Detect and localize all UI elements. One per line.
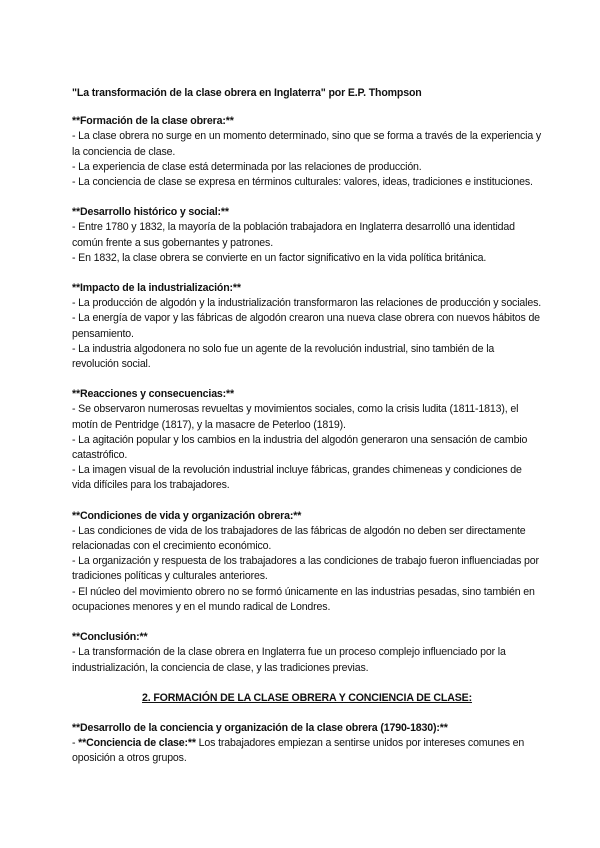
- section-heading: **Conclusión:**: [72, 631, 148, 644]
- section-heading: **Reacciones y consecuencias:**: [72, 388, 234, 401]
- bullet-item: - La organización y respuesta de los trabajadores a las condiciones de trabajo fueron influenciadas por tradiciones políticas y culturales anteriores.: [72, 555, 539, 583]
- bullet-text: Los trabajadores empiezan a sentirse unidos por intereses comunes en oposición a otros grupos.: [72, 737, 525, 765]
- bullet-item: - La agitación popular y los cambios en la industria del algodón generaron una sensación de cambio catastrófico.: [72, 433, 528, 462]
- bullet-item: - Se observaron numerosas revueltas y movimientos sociales, como la crisis ludita (1811-1813), el motín de Pentridge (1817), y la masacre de Peterloo (1819).: [72, 403, 519, 431]
- section-2-title: 2. FORMACIÓN DE LA CLASE OBRERA Y CONCIENCIA DE CLASE:: [142, 691, 472, 704]
- section-conclusion: [72, 630, 542, 676]
- bullet-item: - La clase obrera no surge en un momento determinado, sino que se forma a través de la experiencia y la conciencia de clase.: [72, 130, 542, 158]
- section-impacto: [72, 281, 542, 372]
- bullet-item: - La conciencia de clase se expresa en términos culturales: valores, ideas, tradiciones e instituciones.: [72, 176, 533, 189]
- bullet-item: - La industria algodonera no solo fue un agente de la revolución industrial, sino también de la revolución social.: [72, 342, 495, 371]
- bullet-item: - Las condiciones de vida de los trabajadores de las fábricas de algodón no deben ser directamente relacionadas con el crecimiento económico.: [72, 524, 526, 553]
- section-formacion: [72, 114, 542, 190]
- section-heading: **Condiciones de vida y organización obrera:**: [72, 509, 302, 522]
- section-heading: **Impacto de la industrialización:**: [72, 282, 241, 295]
- section-reacciones: [72, 387, 542, 493]
- bullet-item: - En 1832, la clase obrera se convierte en un factor significativo en la vida política británica.: [72, 251, 487, 264]
- bullet-item: - La energía de vapor y las fábricas de algodón crearon una nueva clase obrera con nuevos hábitos de pensamiento.: [72, 312, 540, 340]
- document-title: "La transformación de la clase obrera en Inglaterra" por E.P. Thompson: [72, 87, 422, 99]
- bullet-item: - La experiencia de clase está determinada por las relaciones de producción.: [72, 160, 422, 173]
- bullet-item: - La transformación de la clase obrera en Inglaterra fue un proceso complejo influenciado por la industrialización, la conciencia de clase, y las tradiciones previas.: [72, 646, 506, 674]
- section-2-body: [72, 721, 542, 767]
- section-heading: **Desarrollo de la conciencia y organización de la clase obrera (1790-1830):**: [72, 721, 448, 734]
- section-heading: **Desarrollo histórico y social:**: [72, 206, 229, 219]
- bullet-item: - Entre 1780 y 1832, la mayoría de la población trabajadora en Inglaterra desarrolló una identidad común frente a sus gobernantes y patrones.: [72, 221, 515, 249]
- document-body: [72, 86, 542, 782]
- bullet-item: - La imagen visual de la revolución industrial incluye fábricas, grandes chimeneas y condiciones de vida difíciles para los trabajadores.: [72, 464, 522, 492]
- bullet-item: [72, 736, 542, 766]
- bullet-item: - La producción de algodón y la industrialización transformaron las relaciones de producción y sociales.: [72, 297, 542, 310]
- bullet-item: - El núcleo del movimiento obrero no se formó únicamente en las industrias pesadas, sino también en ocupaciones menores y en el mundo radical de Londres.: [72, 585, 535, 613]
- section-heading: **Formación de la clase obrera:**: [72, 115, 234, 128]
- section-condiciones: [72, 509, 542, 615]
- section-desarrollo: [72, 205, 542, 266]
- bullet-bold-label: **Conciencia de clase:**: [78, 737, 196, 750]
- bullet-prefix: -: [72, 737, 79, 750]
